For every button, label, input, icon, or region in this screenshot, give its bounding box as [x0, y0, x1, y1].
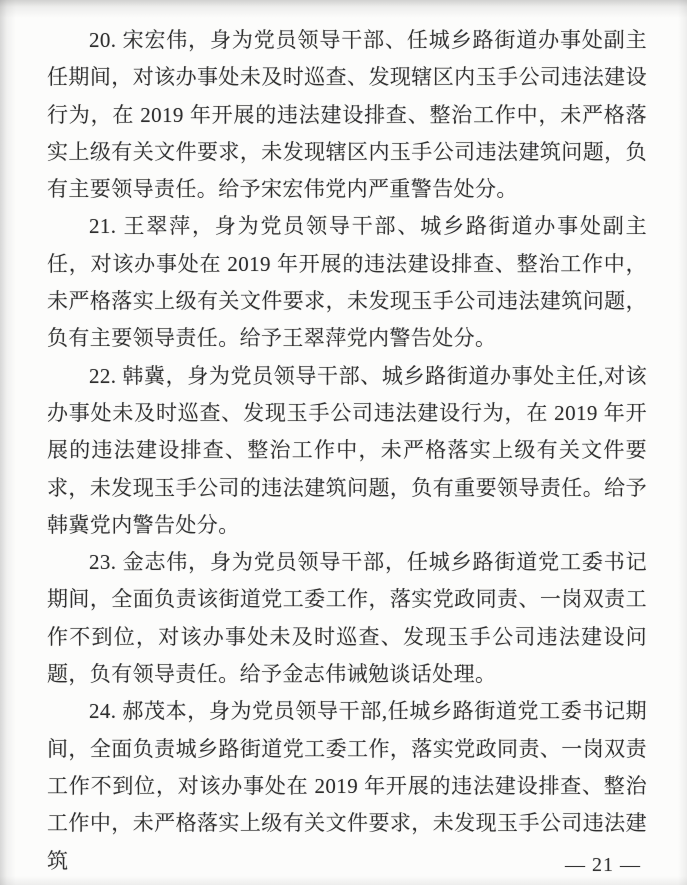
paragraph-22: 22. 韩冀，身为党员领导干部、城乡路街道办事处主任,对该办事处未及时巡查、发现玉手公司违法建设行为，在 2019 年开展的违法建设排查、整治工作中，未严格落实上级有关文件要求，未发现玉手公司的违法建筑问题，负有重要领导责任。给予韩冀党内警告处分。 — [47, 363, 647, 537]
paragraph-23: 23. 金志伟，身为党员领导干部，任城乡路街道党工委书记期间，全面负责该街道党工委工作，落实党政同责、一岗双责工作不到位，对该办事处未及时巡查、发现玉手公司违法建设问题，负有领导责任。给予金志伟诫勉谈话处理。 — [47, 550, 647, 687]
paragraph-21: 21. 王翠萍，身为党员领导干部、城乡路街道办事处副主任，对该办事处在 2019 年开展的违法建设排查、整治工作中，未严格落实上级有关文件要求，未发现玉手公司违法建筑问题，负有主要领导责任。给予王翠萍党内警告处分。 — [47, 214, 647, 351]
paragraph-24: 24. 郝茂本，身为党员领导干部,任城乡路街道党工委书记期间，全面负责城乡路街道党工委工作，落实党政同责、一岗双责工作不到位，对该办事处在 2019 年开展的违法建设排查、整治工作中，未严格落实上级有关文件要求，未发现玉手公司违法建筑 — [47, 699, 647, 873]
page-number: — 21 — — [565, 854, 641, 876]
paragraph-20: 20. 宋宏伟，身为党员领导干部、任城乡路街道办事处副主任期间，对该办事处未及时巡查、发现辖区内玉手公司违法建设行为，在 2019 年开展的违法建设排查、整治工作中，未严格落实上级有关文件要求，未发现辖区内玉手公司违法建筑问题，负有主要领导责任。给予宋宏伟党内严重警告处分。 — [47, 28, 647, 202]
